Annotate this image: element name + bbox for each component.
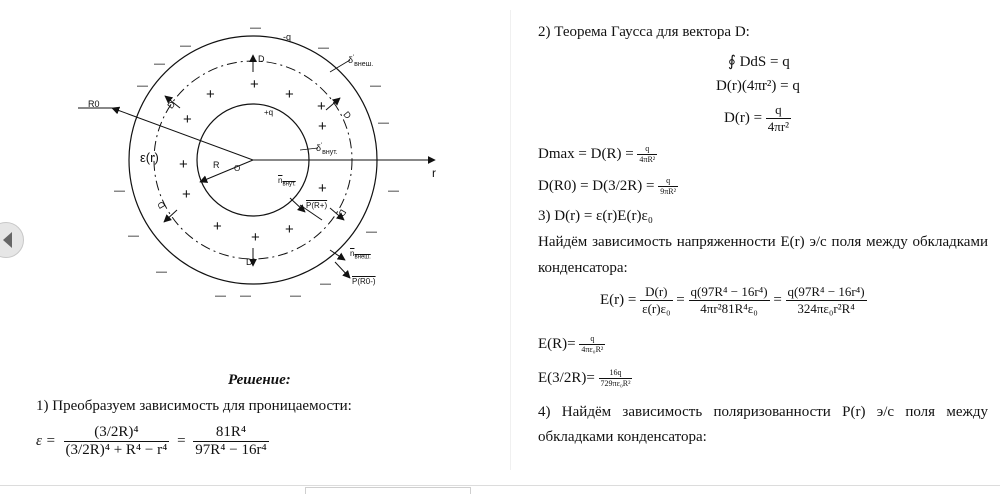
e-field-eq: E(r) = $\frac{D(r)}{\text{ε(r)ε₀}}$ = $\frac{\text{q(97R⁴ − 16r⁴)}}{\text{4πr²81R⁴ε₀}}$ = $\frac{\text{q(97R⁴ − 16r⁴)}}{\text{324πε₀r²R⁴}}$: [600, 284, 865, 316]
step4-line2: обкладками конденсатора:: [538, 429, 707, 445]
minus-sign: —: [378, 117, 389, 129]
label-plus-q: +q: [264, 108, 274, 117]
label-eps-r: ε(r): [140, 150, 159, 165]
plus-sign: +: [318, 118, 327, 135]
minus-sign: —: [370, 80, 381, 92]
label-d-right-bottom: D: [336, 207, 349, 219]
para1-line2: конденсатора:: [538, 260, 628, 276]
minus-sign: —: [250, 22, 261, 34]
minus-sign: —: [114, 185, 125, 197]
gauss-eq-1: ∮ DdS = q: [728, 54, 790, 70]
d-vector-left-bottom: [164, 210, 177, 222]
label-d-left-bottom: D: [155, 199, 168, 211]
label-minus-q: -q: [283, 32, 292, 42]
r-radius-arrow: [200, 160, 253, 182]
minus-sign: —: [137, 80, 148, 92]
label-origin: O: [234, 164, 241, 173]
p-r0-minus-arrow: [335, 262, 350, 278]
step2-text: 2) Теорема Гаусса для вектора D:: [538, 24, 750, 40]
label-r: R: [213, 160, 220, 170]
normal-inner-arrow: [290, 198, 305, 212]
capacitor-diagram: [0, 0, 510, 370]
minus-sign: —: [318, 42, 329, 54]
minus-sign: —: [180, 40, 191, 52]
minus-sign: —: [128, 230, 139, 242]
plus-sign: +: [206, 86, 215, 103]
minus-sign: —: [388, 185, 399, 197]
minus-sign: —: [215, 290, 226, 302]
label-delta-ext: $\delta'_{внеш.}$: [348, 55, 374, 68]
bottom-rule: [0, 485, 1000, 486]
step4-line1: 4) Найдём зависимость поляризованности P(r) э/с поля между: [538, 404, 988, 420]
e-32r-eq: E(3/2R)= $\frac{16q}{\text{729πε₀R²}}$: [538, 368, 631, 388]
step1-text: 1) Преобразуем зависимость для проницаемости:: [36, 398, 352, 414]
plus-sign: +: [182, 186, 191, 203]
plus-sign: +: [183, 111, 192, 128]
label-n-inner: $n_{внут.}$: [278, 176, 296, 188]
label-r-axis: r: [432, 166, 436, 180]
e-r-eq: E(R)= $\frac{q}{\text{4πε₀R²}}$: [538, 334, 604, 354]
minus-sign: —: [154, 58, 165, 70]
column-divider: [510, 10, 511, 470]
para1-line1: Найдём зависимость напряженности E(r) э/с поля между обкладками: [538, 234, 988, 250]
solution-title: Решение:: [228, 372, 291, 388]
minus-sign: —: [290, 290, 301, 302]
plus-sign: +: [285, 221, 294, 238]
plus-sign: +: [213, 218, 222, 235]
plus-sign: +: [251, 229, 260, 246]
eps-formula: ε = $\frac{\text{(3/2R)⁴}}{\text{(3/2R)⁴ + R⁴ − r⁴}}$ = $\frac{\text{81R⁴}}{\text{97R⁴ − 16r⁴}}$: [36, 424, 267, 458]
plus-sign: +: [250, 76, 259, 93]
minus-sign: —: [320, 278, 331, 290]
plus-sign: +: [285, 86, 294, 103]
plus-sign: +: [179, 156, 188, 173]
minus-sign: —: [156, 266, 167, 278]
label-d-top: D: [258, 54, 265, 64]
label-delta-int: $\delta'_{внут.}$: [316, 143, 338, 156]
minus-sign: —: [366, 226, 377, 238]
label-d-bottom: D: [246, 257, 253, 267]
dr0-eq: D(R0) = D(3/2R) = $\frac{q}{\text{9πR²}}$: [538, 176, 677, 196]
dmax-eq: Dmax = D(R) = $\frac{q}{\text{4πR²}}$: [538, 144, 656, 164]
label-p-r0-minus: P(R0-): [352, 277, 376, 286]
gauss-eq-3: D(r) = $\frac{q}{\text{4πr²}}$: [724, 102, 790, 134]
minus-sign: —: [240, 290, 251, 302]
plus-sign: +: [318, 180, 327, 197]
step3-text: 3) D(r) = ε(r)E(r)ε₀: [538, 208, 653, 224]
label-r0: R0: [88, 99, 100, 109]
label-d-left-top: D: [165, 99, 178, 111]
label-d-right-top: D: [341, 109, 354, 121]
plus-sign: +: [317, 98, 326, 115]
label-p-r-plus: P(R+): [306, 201, 328, 210]
gauss-eq-2: D(r)(4πr²) = q: [716, 78, 800, 94]
label-n-outer: $n_{внеш.}$: [350, 249, 371, 261]
